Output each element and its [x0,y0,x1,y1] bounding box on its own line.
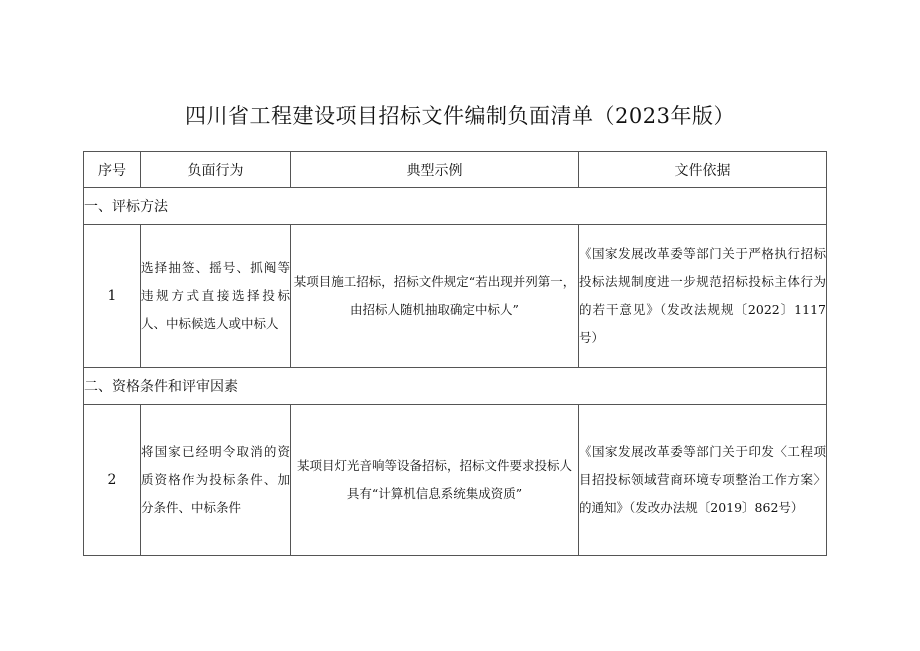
table-row [84,405,827,556]
header-number: 序号 [84,152,141,188]
header-example: 典型示例 [291,152,579,188]
negative-list-table [83,151,827,556]
header-basis: 文件依据 [579,152,827,188]
page-title: 四川省工程建设项目招标文件编制负面清单（2023年版） [185,104,735,128]
row-basis: 《国家发展改革委等部门关于印发〈工程项目招投标领域营商环境专项整治工作方案〉的通知》（发改办法规〔2019〕862号） [579,405,827,556]
row-behavior: 将国家已经明令取消的资质资格作为投标条件、加分条件、中标条件 [141,405,291,556]
row-basis: 《国家发展改革委等部门关于严格执行招标投标法规制度进一步规范招标投标主体行为的若干意见》（发改法规规〔2022〕1117号） [579,225,827,368]
row-number: 1 [84,225,141,368]
row-behavior: 选择抽签、摇号、抓阄等违规方式直接选择投标人、中标候选人或中标人 [141,225,291,368]
section-row [84,188,827,225]
row-example: 某项目灯光音响等设备招标，招标文件要求投标人具有“计算机信息系统集成资质” [291,405,579,556]
row-example: 某项目施工招标，招标文件规定“若出现并列第一，由招标人随机抽取确定中标人” [291,225,579,368]
section-row [84,368,827,405]
section-heading-qualification: 二、资格条件和评审因素 [84,368,827,405]
section-heading-evaluation: 一、评标方法 [84,188,827,225]
header-behavior: 负面行为 [141,152,291,188]
table-row [84,225,827,368]
table-header-row [84,152,827,188]
row-number: 2 [84,405,141,556]
